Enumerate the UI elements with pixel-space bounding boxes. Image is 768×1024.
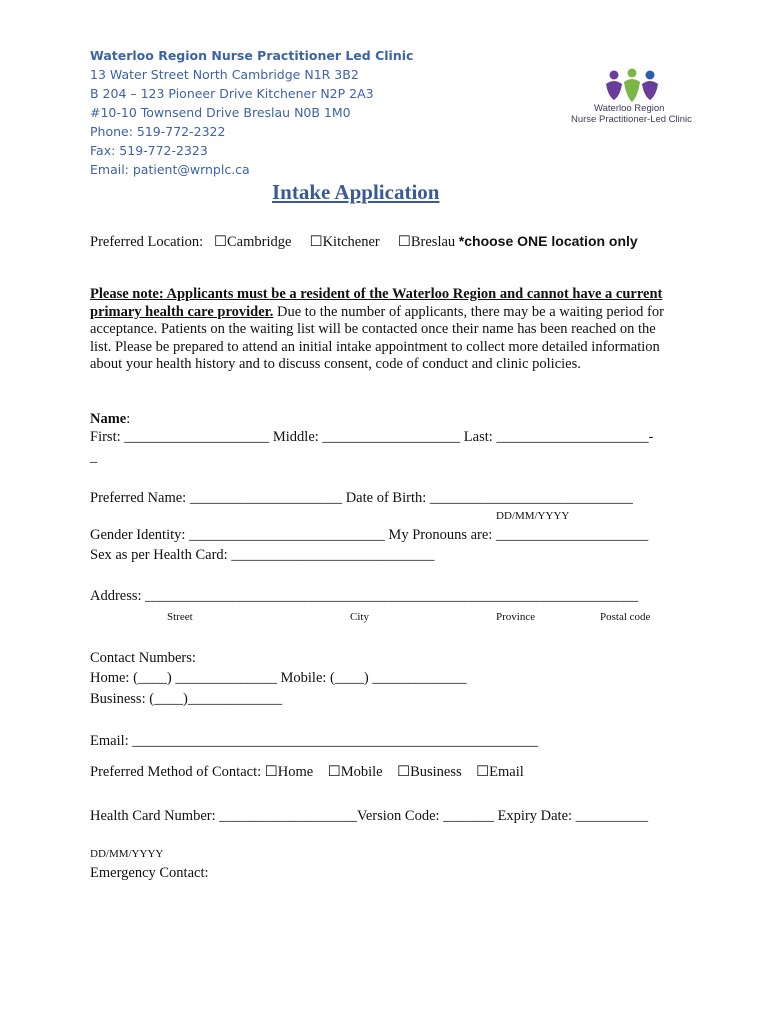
sex-health-card-field[interactable]: Sex as per Health Card: ____________________________: [90, 547, 435, 563]
checkbox-icon: ☐: [327, 764, 341, 780]
checkbox-icon: ☐: [397, 764, 411, 780]
notice-body: Due to the number of applicants, there may be a waiting period for acceptance. Patients on the waiting list will be contacted once their name has been reached on the list. Please be prepared to attend an initial intake appointment to collect more detailed information about your health history and to discuss consent, code of conduct and clinic policies.: [90, 303, 664, 372]
contact-method-label: Preferred Method of Contact:: [90, 764, 262, 780]
notice-paragraph: [90, 286, 680, 374]
logo-figure-green-head: [628, 69, 637, 78]
location-option-label: Kitchener: [322, 234, 380, 250]
location-option-label: Cambridge: [227, 234, 292, 250]
name-colon: :: [126, 411, 131, 427]
method-option-home[interactable]: [265, 764, 313, 780]
checkbox-icon: ☐: [214, 234, 228, 250]
location-option-cambridge[interactable]: [214, 234, 291, 250]
clinic-address-cambridge: 13 Water Street North Cambridge N1R 3B2: [90, 67, 359, 82]
name-fields[interactable]: First: ____________________ Middle: ___________________ Last: _____________________-: [90, 429, 654, 445]
method-option-label: Mobile: [340, 764, 383, 780]
address-sub-street: Street: [167, 611, 193, 623]
logo-figure-blue-body: [642, 81, 658, 100]
logo-line1: Waterloo Region: [594, 103, 665, 114]
address-sub-city: City: [350, 611, 369, 623]
clinic-name: Waterloo Region Nurse Practitioner Led Clinic: [90, 48, 414, 63]
name-heading: Name: [90, 411, 127, 427]
checkbox-icon: ☐: [264, 764, 278, 780]
address-sub-postal-code: Postal code: [600, 611, 651, 623]
clinic-email[interactable]: [90, 160, 413, 179]
method-option-label: Home: [277, 764, 314, 780]
form-title: Intake Application: [272, 180, 440, 204]
clinic-address-breslau: #10-10 Townsend Drive Breslau N0B 1M0: [90, 105, 351, 120]
name-line-wrap: _: [90, 449, 98, 465]
location-option-label: Breslau: [410, 234, 456, 250]
method-option-label: Email: [489, 764, 524, 780]
location-option-breslau[interactable]: [398, 234, 455, 250]
address-field[interactable]: Address: ____________________________________________________________________: [90, 588, 639, 604]
health-card-fields[interactable]: Health Card Number: ___________________Version Code: _______ Expiry Date: __________: [90, 808, 649, 824]
preferred-name-dob-fields[interactable]: Preferred Name: _____________________ Date of Birth: ____________________________: [90, 490, 633, 506]
clinic-header: [90, 46, 413, 179]
contact-numbers-heading: Contact Numbers:: [90, 650, 196, 666]
logo-figure-purple-body: [606, 81, 622, 100]
expiry-format-hint: DD/MM/YYYY: [90, 848, 164, 860]
home-mobile-fields[interactable]: Home: (____) ______________ Mobile: (____) _____________: [90, 670, 467, 686]
location-option-kitchener[interactable]: [310, 234, 380, 250]
logo-figure-purple-head: [610, 71, 619, 80]
logo-figure-blue-head: [646, 71, 655, 80]
clinic-fax: Fax: 519-772-2323: [90, 143, 208, 158]
name-heading-row: [90, 411, 130, 428]
notice-bold: Please note: Applicants must be a resident of the Waterloo Region and cannot have a current primary health care provider.: [90, 286, 663, 320]
logo-line2: Nurse Practitioner-Led Clinic: [571, 114, 692, 125]
clinic-phone: Phone: 519-772-2322: [90, 124, 226, 139]
method-option-mobile[interactable]: [328, 764, 383, 780]
business-phone-field[interactable]: Business: (____)_____________: [90, 691, 283, 707]
location-note: *choose ONE location only: [458, 233, 638, 249]
gender-pronoun-fields[interactable]: Gender Identity: ___________________________ My Pronouns are: _____________________: [90, 527, 649, 543]
method-option-label: Business: [410, 764, 462, 780]
checkbox-icon: ☐: [476, 764, 490, 780]
checkbox-icon: ☐: [309, 234, 323, 250]
emergency-contact-label: Emergency Contact:: [90, 865, 209, 881]
dob-format-hint: DD/MM/YYYY: [496, 510, 570, 522]
preferred-location-label: Preferred Location:: [90, 234, 204, 250]
preferred-location-row: [90, 233, 638, 251]
method-option-email[interactable]: [476, 764, 524, 780]
method-option-business[interactable]: [397, 764, 462, 780]
address-sub-province: Province: [496, 611, 536, 623]
clinic-logo-icon: [602, 66, 662, 106]
checkbox-icon: ☐: [397, 234, 411, 250]
contact-method-row: [90, 764, 524, 781]
clinic-email-text: Email: patient@wrnplc.ca: [90, 162, 250, 177]
logo-figure-green-body: [624, 79, 640, 102]
clinic-address-kitchener: B 204 – 123 Pioneer Drive Kitchener N2P 2A3: [90, 86, 374, 101]
email-field[interactable]: Email: ________________________________________________________: [90, 733, 539, 749]
